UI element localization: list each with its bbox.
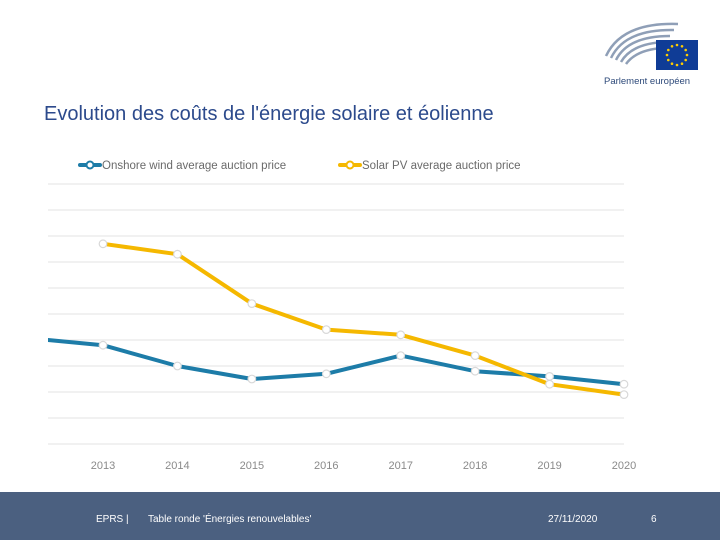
x-tick-label: 2014	[165, 460, 190, 472]
x-tick-label: 2020	[611, 460, 637, 472]
data-point	[322, 370, 330, 378]
x-tick-label: 2015	[239, 460, 265, 472]
data-point	[546, 380, 554, 388]
data-point	[99, 341, 107, 349]
data-point	[248, 375, 256, 383]
data-point	[174, 250, 182, 258]
eu-star	[684, 59, 687, 62]
eu-star	[676, 44, 679, 47]
x-tick-label: 2013	[90, 460, 116, 472]
footer-org: EPRS |	[96, 514, 129, 525]
x-tick-label: 2016	[314, 460, 339, 472]
legend-label: Solar PV average auction price	[362, 160, 521, 172]
x-tick-label: 2017	[388, 460, 413, 472]
eu-star	[671, 62, 674, 65]
data-point	[174, 362, 182, 370]
eu-star	[676, 64, 679, 67]
eu-star	[681, 62, 684, 65]
line-chart	[48, 134, 664, 474]
data-point	[620, 380, 628, 388]
footer-date: 27/11/2020	[548, 514, 598, 525]
x-tick-label: 2018	[462, 460, 488, 472]
data-point	[471, 352, 479, 360]
eu-star	[684, 49, 687, 52]
footer-event: Table ronde 'Énergies renouvelables'	[148, 514, 312, 525]
eu-star	[681, 45, 684, 48]
data-point	[397, 352, 405, 360]
footer-bar	[0, 492, 720, 540]
x-tick-label: 2019	[537, 460, 562, 472]
eu-star	[667, 49, 670, 52]
data-point	[248, 300, 256, 308]
legend-marker	[347, 162, 354, 169]
eu-star	[686, 54, 689, 57]
eu-star	[671, 45, 674, 48]
data-point	[620, 391, 628, 399]
eu-star	[666, 54, 669, 57]
data-point	[99, 240, 107, 248]
data-point	[397, 331, 405, 339]
chart-background	[48, 134, 664, 474]
hemicycle-eu-flag-icon	[600, 14, 705, 78]
data-point	[322, 326, 330, 334]
logo-caption: Parlement européen	[604, 76, 691, 87]
data-point	[546, 373, 554, 381]
page-title: Evolution des coûts de l'énergie solaire et éolienne	[44, 103, 494, 125]
data-point	[471, 367, 479, 375]
legend-marker	[87, 162, 94, 169]
legend-label: Onshore wind average auction price	[102, 160, 287, 172]
eu-star	[667, 59, 670, 62]
page-number: 6	[651, 514, 657, 525]
